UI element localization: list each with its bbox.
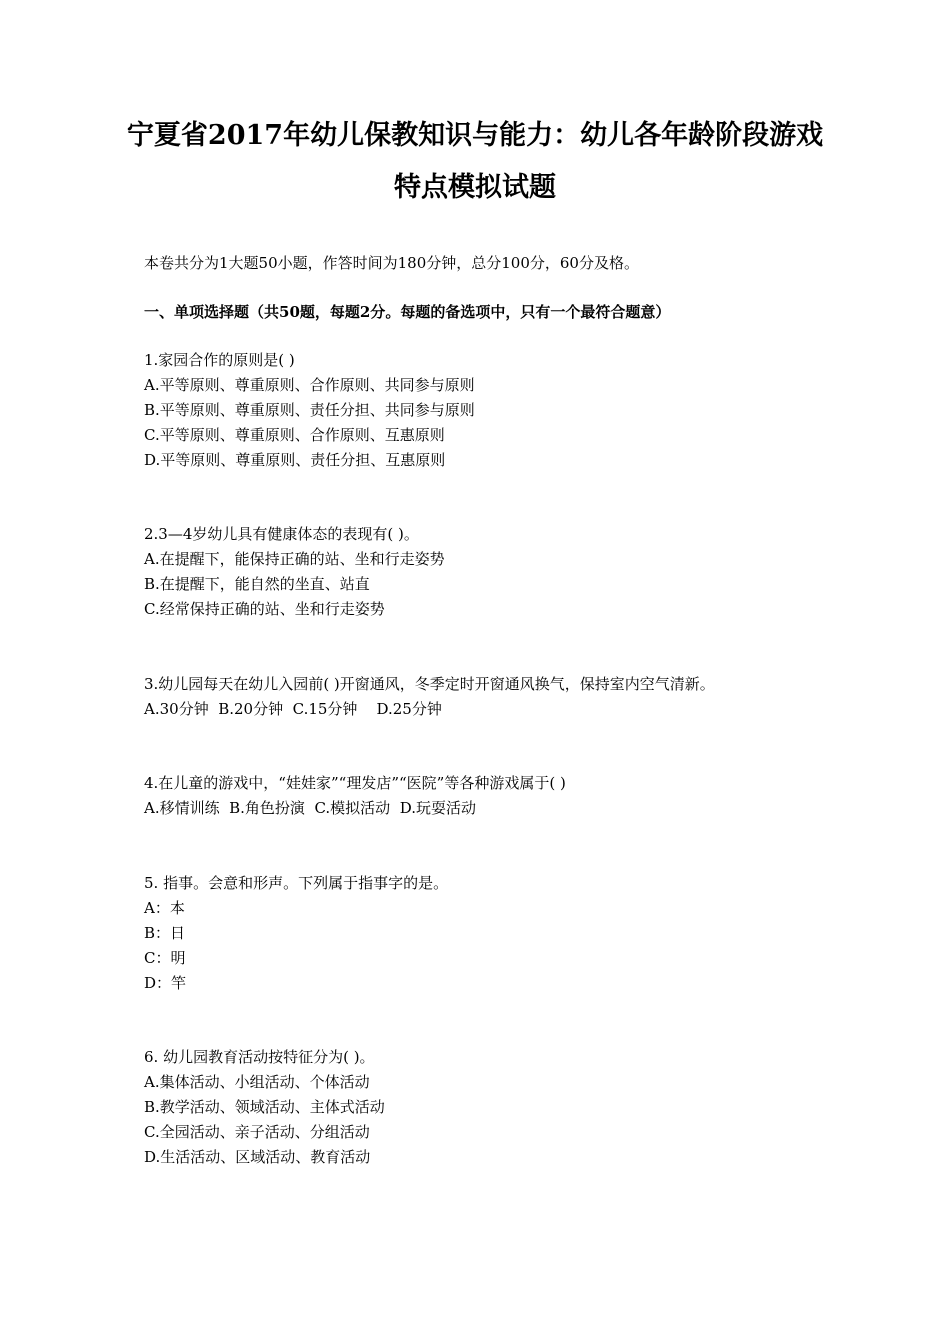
question-option: B.在提醒下，能自然的坐直、站直 [144, 575, 370, 593]
question-stem: 4.在儿童的游戏中，“娃娃家”“理发店”“医院”等各种游戏属于( ) [144, 774, 566, 792]
question-option: A.移情训练 B.角色扮演 C.模拟活动 D.玩耍活动 [144, 799, 476, 817]
question-option: B：日 [144, 924, 186, 942]
question-option: C.全园活动、亲子活动、分组活动 [144, 1123, 370, 1141]
question-option: D.平等原则、尊重原则、责任分担、互惠原则 [144, 451, 446, 469]
exam-intro: 本卷共分为1大题50小题，作答时间为180分钟，总分100分，60分及格。 [144, 254, 639, 272]
question-option: B.平等原则、尊重原则、责任分担、共同参与原则 [144, 401, 475, 419]
question-option: C.平等原则、尊重原则、合作原则、互惠原则 [144, 426, 445, 444]
question-stem: 2.3—4岁幼儿具有健康体态的表现有( )。 [144, 525, 419, 543]
question-stem: 5. 指事。会意和形声。下列属于指事字的是。 [144, 874, 449, 892]
question-option: A.平等原则、尊重原则、合作原则、共同参与原则 [144, 376, 475, 394]
question-4 [144, 771, 566, 821]
question-option: A.在提醒下，能保持正确的站、坐和行走姿势 [144, 550, 445, 568]
question-stem: 3.幼儿园每天在幼儿入园前( )开窗通风，冬季定时开窗通风换气，保持室内空气清新。 [144, 675, 715, 693]
document-title-line-2: 特点模拟试题 [394, 172, 556, 203]
question-stem: 1.家园合作的原则是( ) [144, 351, 295, 369]
question-stem: 6. 幼儿园教育活动按特征分为( )。 [144, 1048, 375, 1066]
question-option: C：明 [144, 949, 186, 967]
question-6 [144, 1045, 385, 1170]
question-option: B.教学活动、领域活动、主体式活动 [144, 1098, 385, 1116]
section-heading: 一、单项选择题（共50题，每题2分。每题的备选项中，只有一个最符合题意） [144, 303, 671, 321]
question-option: D.生活活动、区域活动、教育活动 [144, 1148, 371, 1166]
question-option: A：本 [144, 899, 185, 917]
question-2 [144, 522, 445, 622]
question-5 [144, 871, 448, 996]
question-1 [144, 348, 475, 473]
question-3 [144, 672, 715, 722]
question-option: D：竿 [144, 974, 187, 992]
question-option: C.经常保持正确的站、坐和行走姿势 [144, 600, 385, 618]
question-option: A.30分钟 B.20分钟 C.15分钟 D.25分钟 [144, 700, 442, 718]
document-title-line-1: 宁夏省2017年幼儿保教知识与能力：幼儿各年龄阶段游戏 [126, 120, 824, 151]
question-option: A.集体活动、小组活动、个体活动 [144, 1073, 370, 1091]
